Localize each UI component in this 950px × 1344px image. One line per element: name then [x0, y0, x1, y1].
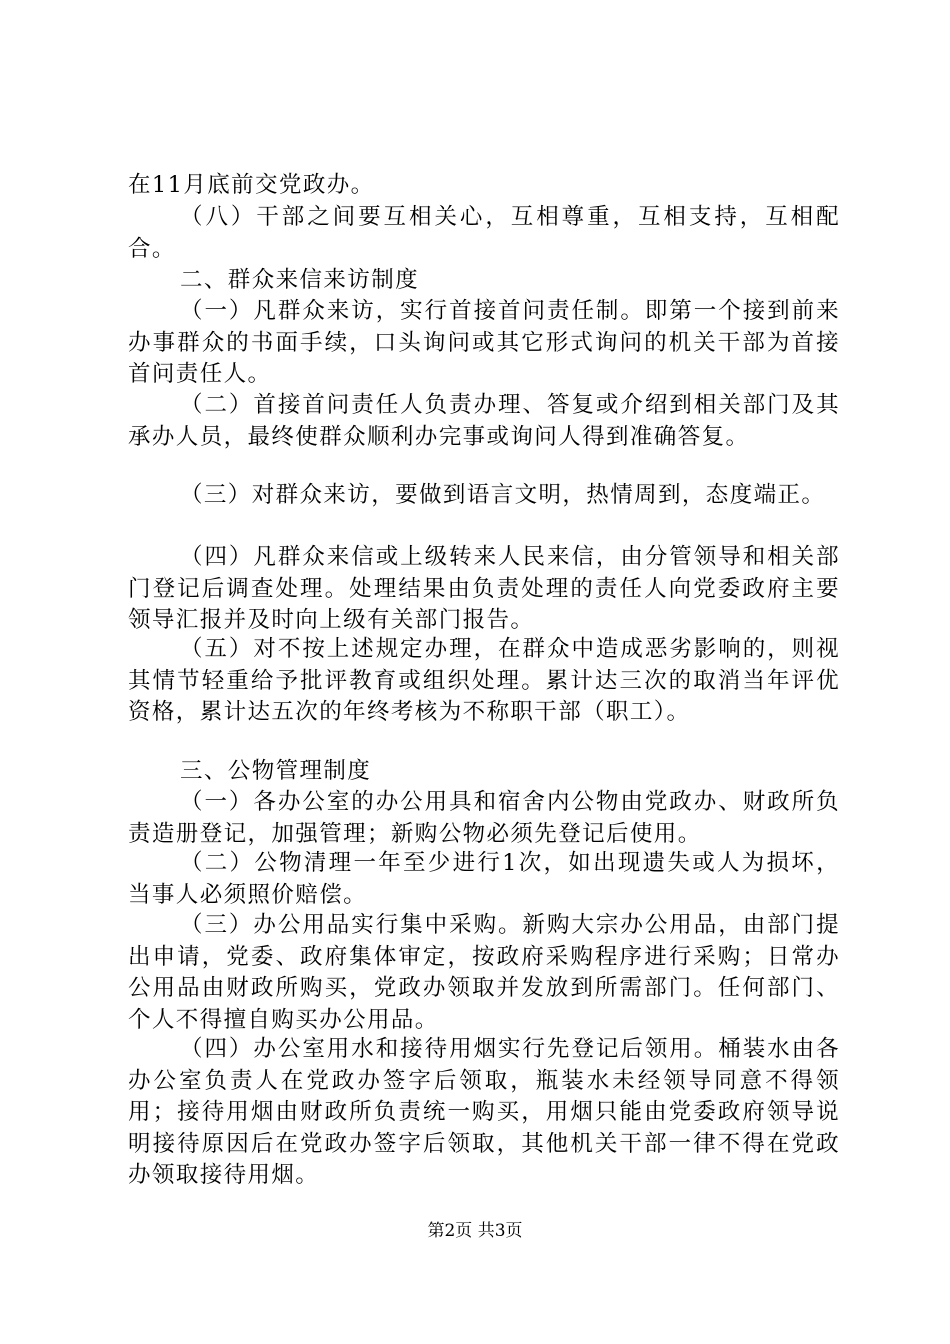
- page-number-footer: 第2页 共3页: [427, 1221, 523, 1241]
- paragraph-item: （五）对不按上述规定办理，在群众中造成恶劣影响的，则视其情节轻重给予批评教育或组织处理。累计达三次的取消当年评优资格，累计达五次的年终考核为不称职干部（职工）。: [128, 636, 840, 725]
- paragraph-item: （四）办公室用水和接待用烟实行先登记后领用。桶装水由各办公室负责人在党政办签字后领取，瓶装水未经领导同意不得领用；接待用烟由财政所负责统一购买，用烟只能由党委政府领导说明接待原因后在党政办签字后领取，其他机关干部一律不得在党政办领取接待用烟。: [128, 1036, 840, 1188]
- paragraph-item: （四）凡群众来信或上级转来人民来信，由分管领导和相关部门登记后调查处理。处理结果由负责处理的责任人向党委政府主要领导汇报并及时向上级有关部门报告。: [128, 544, 840, 633]
- paragraph-item: （三）对群众来访，要做到语言文明，热情周到，态度端正。: [180, 482, 826, 508]
- paragraph-item: （二）公物清理一年至少进行1次，如出现遗失或人为损坏，当事人必须照价赔偿。: [128, 850, 840, 908]
- section-heading-3: 三、公物管理制度: [180, 758, 372, 784]
- paragraph-item-8: （八）干部之间要互相关心，互相尊重，互相支持，互相配合。: [128, 204, 840, 262]
- paragraph-item: （三）办公用品实行集中采购。新购大宗办公用品，由部门提出申请，党委、政府集体审定，按政府采购程序进行采购；日常办公用品由财政所购买，党政办领取并发放到所需部门。任何部门、个人不得擅自购买办公用品。: [128, 912, 840, 1033]
- section-heading-2: 二、群众来信来访制度: [180, 267, 420, 293]
- paragraph-item: （一）凡群众来访，实行首接首问责任制。即第一个接到前来办事群众的书面手续，口头询问或其它形式询问的机关干部为首接首问责任人。: [128, 298, 840, 387]
- paragraph-item: （二）首接首问责任人负责办理、答复或介绍到相关部门及其承办人员，最终使群众顺利办完事或询问人得到准确答复。: [128, 392, 840, 450]
- paragraph-item: （一）各办公室的办公用具和宿舍内公物由党政办、财政所负责造册登记，加强管理；新购公物必须先登记后使用。: [128, 789, 840, 847]
- paragraph-continuation: 在11月底前交党政办。: [128, 172, 375, 198]
